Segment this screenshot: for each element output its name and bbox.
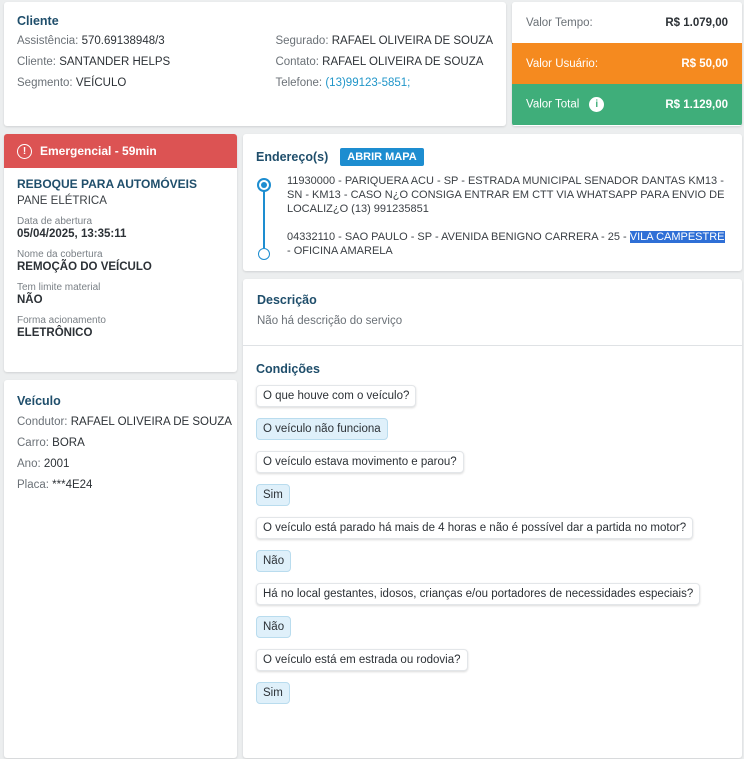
condicoes-section	[243, 346, 742, 720]
valores-card	[512, 2, 742, 126]
servico-subtitle: PANE ELÉTRICA	[17, 195, 107, 207]
endereco-card	[243, 134, 742, 271]
contato-row: Contato: RAFAEL OLIVEIRA DE SOUZA	[275, 56, 484, 68]
selected-text: VILA CAMPESTRE	[629, 231, 725, 243]
servico-title: REBOQUE PARA AUTOMÓVEIS	[17, 177, 198, 191]
condicao-answer: Não	[256, 616, 291, 638]
endereco-destino: 04332110 - SAO PAULO - SP - AVENIDA BENIGNO CARRERA - 25 - VILA CAMPESTRE - OFICINA AMARELA	[287, 231, 725, 257]
abrir-mapa-button[interactable]: ABRIR MAPA	[340, 148, 423, 166]
data-abertura-value: 05/04/2025, 13:35:11	[17, 228, 127, 240]
data-abertura-label: Data de abertura	[17, 216, 93, 227]
telefone-link[interactable]: (13)99123-5851;	[325, 77, 411, 89]
servico-card	[4, 134, 237, 372]
cliente-right-column	[275, 31, 493, 94]
condicao-question: O veículo está em estrada ou rodovia?	[256, 649, 468, 671]
condicoes-title: Condições	[256, 362, 320, 376]
cliente-card	[4, 2, 506, 126]
descricao-title: Descrição	[257, 293, 317, 307]
valor-tempo-label: Valor Tempo:	[526, 16, 593, 29]
limite-material-value: NÃO	[17, 294, 43, 306]
forma-acionamento-label: Forma acionamento	[17, 315, 106, 326]
condutor-value: RAFAEL OLIVEIRA DE SOUZA	[70, 416, 232, 428]
segurado-row: Segurado: RAFAEL OLIVEIRA DE SOUZA	[275, 35, 493, 47]
cliente-value: SANTANDER HELPS	[59, 56, 171, 68]
condutor-row: Condutor: RAFAEL OLIVEIRA DE SOUZA	[17, 416, 232, 428]
valor-usuario-label: Valor Usuário:	[526, 57, 599, 70]
origin-dot-icon	[257, 178, 271, 192]
condicao-answer: Sim	[256, 682, 290, 704]
emergencial-badge	[4, 134, 237, 168]
placa-row: Placa: ***4E24	[17, 479, 93, 491]
telefone-row: Telefone: (13)99123-5851;	[275, 77, 411, 89]
alert-circle-icon: !	[17, 144, 32, 159]
carro-row: Carro: BORA	[17, 437, 85, 449]
cliente-left-column	[17, 31, 275, 94]
segurado-value: RAFAEL OLIVEIRA DE SOUZA	[331, 35, 493, 47]
emergencial-label: Emergencial - 59min	[40, 144, 157, 158]
cliente-title: Cliente	[17, 14, 59, 28]
endereco-origem: 11930000 - PARIQUERA ACU - SP - ESTRADA MUNICIPAL SENADOR DANTAS KM13 - SN - KM13 - CASO N¿O CONSIGA ENTRAR EM CTT VIA WHATSAPP PARA ENVIO DE LOCALIZ¿O (13) 991235851	[287, 175, 725, 215]
contato-value: RAFAEL OLIVEIRA DE SOUZA	[322, 56, 484, 68]
ano-value: 2001	[43, 458, 70, 470]
segmento-value: VEÍCULO	[75, 77, 127, 89]
valor-total-label: Valor Total	[526, 98, 580, 111]
limite-material-label: Tem limite material	[17, 282, 101, 293]
valor-usuario-row	[512, 43, 742, 84]
address-timeline	[256, 174, 729, 258]
cobertura-value: REMOÇÃO DO VEÍCULO	[17, 261, 152, 273]
forma-acionamento-value: ELETRÔNICO	[17, 327, 93, 339]
condicao-answer: Sim	[256, 484, 290, 506]
placa-value: ***4E24	[52, 479, 93, 491]
condicao-question: O veículo está parado há mais de 4 horas e não é possível dar a partida no motor?	[256, 517, 693, 539]
condicao-answer: O veículo não funciona	[256, 418, 388, 440]
descricao-section	[243, 279, 742, 346]
cliente-row: Cliente: SANTANDER HELPS	[17, 56, 171, 68]
destination-dot-icon	[258, 248, 270, 260]
segmento-row: Segmento: VEÍCULO	[17, 77, 127, 89]
carro-value: BORA	[52, 437, 85, 449]
info-icon[interactable]: i	[589, 97, 604, 112]
condicao-question: O veículo estava movimento e parou?	[256, 451, 464, 473]
endereco-title: Endereço(s)	[256, 150, 329, 164]
valor-tempo-row	[512, 2, 742, 43]
descricao-text: Não há descrição do serviço	[257, 315, 403, 327]
veiculo-card	[4, 380, 237, 758]
veiculo-title: Veículo	[17, 394, 61, 408]
valor-tempo-amount: R$ 1.079,00	[665, 16, 728, 29]
timeline-line	[263, 186, 265, 248]
condicao-question: O que houve com o veículo?	[256, 385, 416, 407]
cobertura-label: Nome da cobertura	[17, 249, 103, 260]
assistencia-value: 570.69138948/3	[81, 35, 165, 47]
assistencia-row: Assistência: 570.69138948/3	[17, 35, 165, 47]
ano-row: Ano: 2001	[17, 458, 70, 470]
condicao-question: Há no local gestantes, idosos, crianças e/ou portadores de necessidades especiais?	[256, 583, 700, 605]
detalhes-card	[243, 279, 742, 758]
condicao-answer: Não	[256, 550, 291, 572]
valor-usuario-amount: R$ 50,00	[681, 57, 728, 70]
valor-total-row	[512, 84, 742, 125]
valor-total-amount: R$ 1.129,00	[665, 98, 728, 111]
